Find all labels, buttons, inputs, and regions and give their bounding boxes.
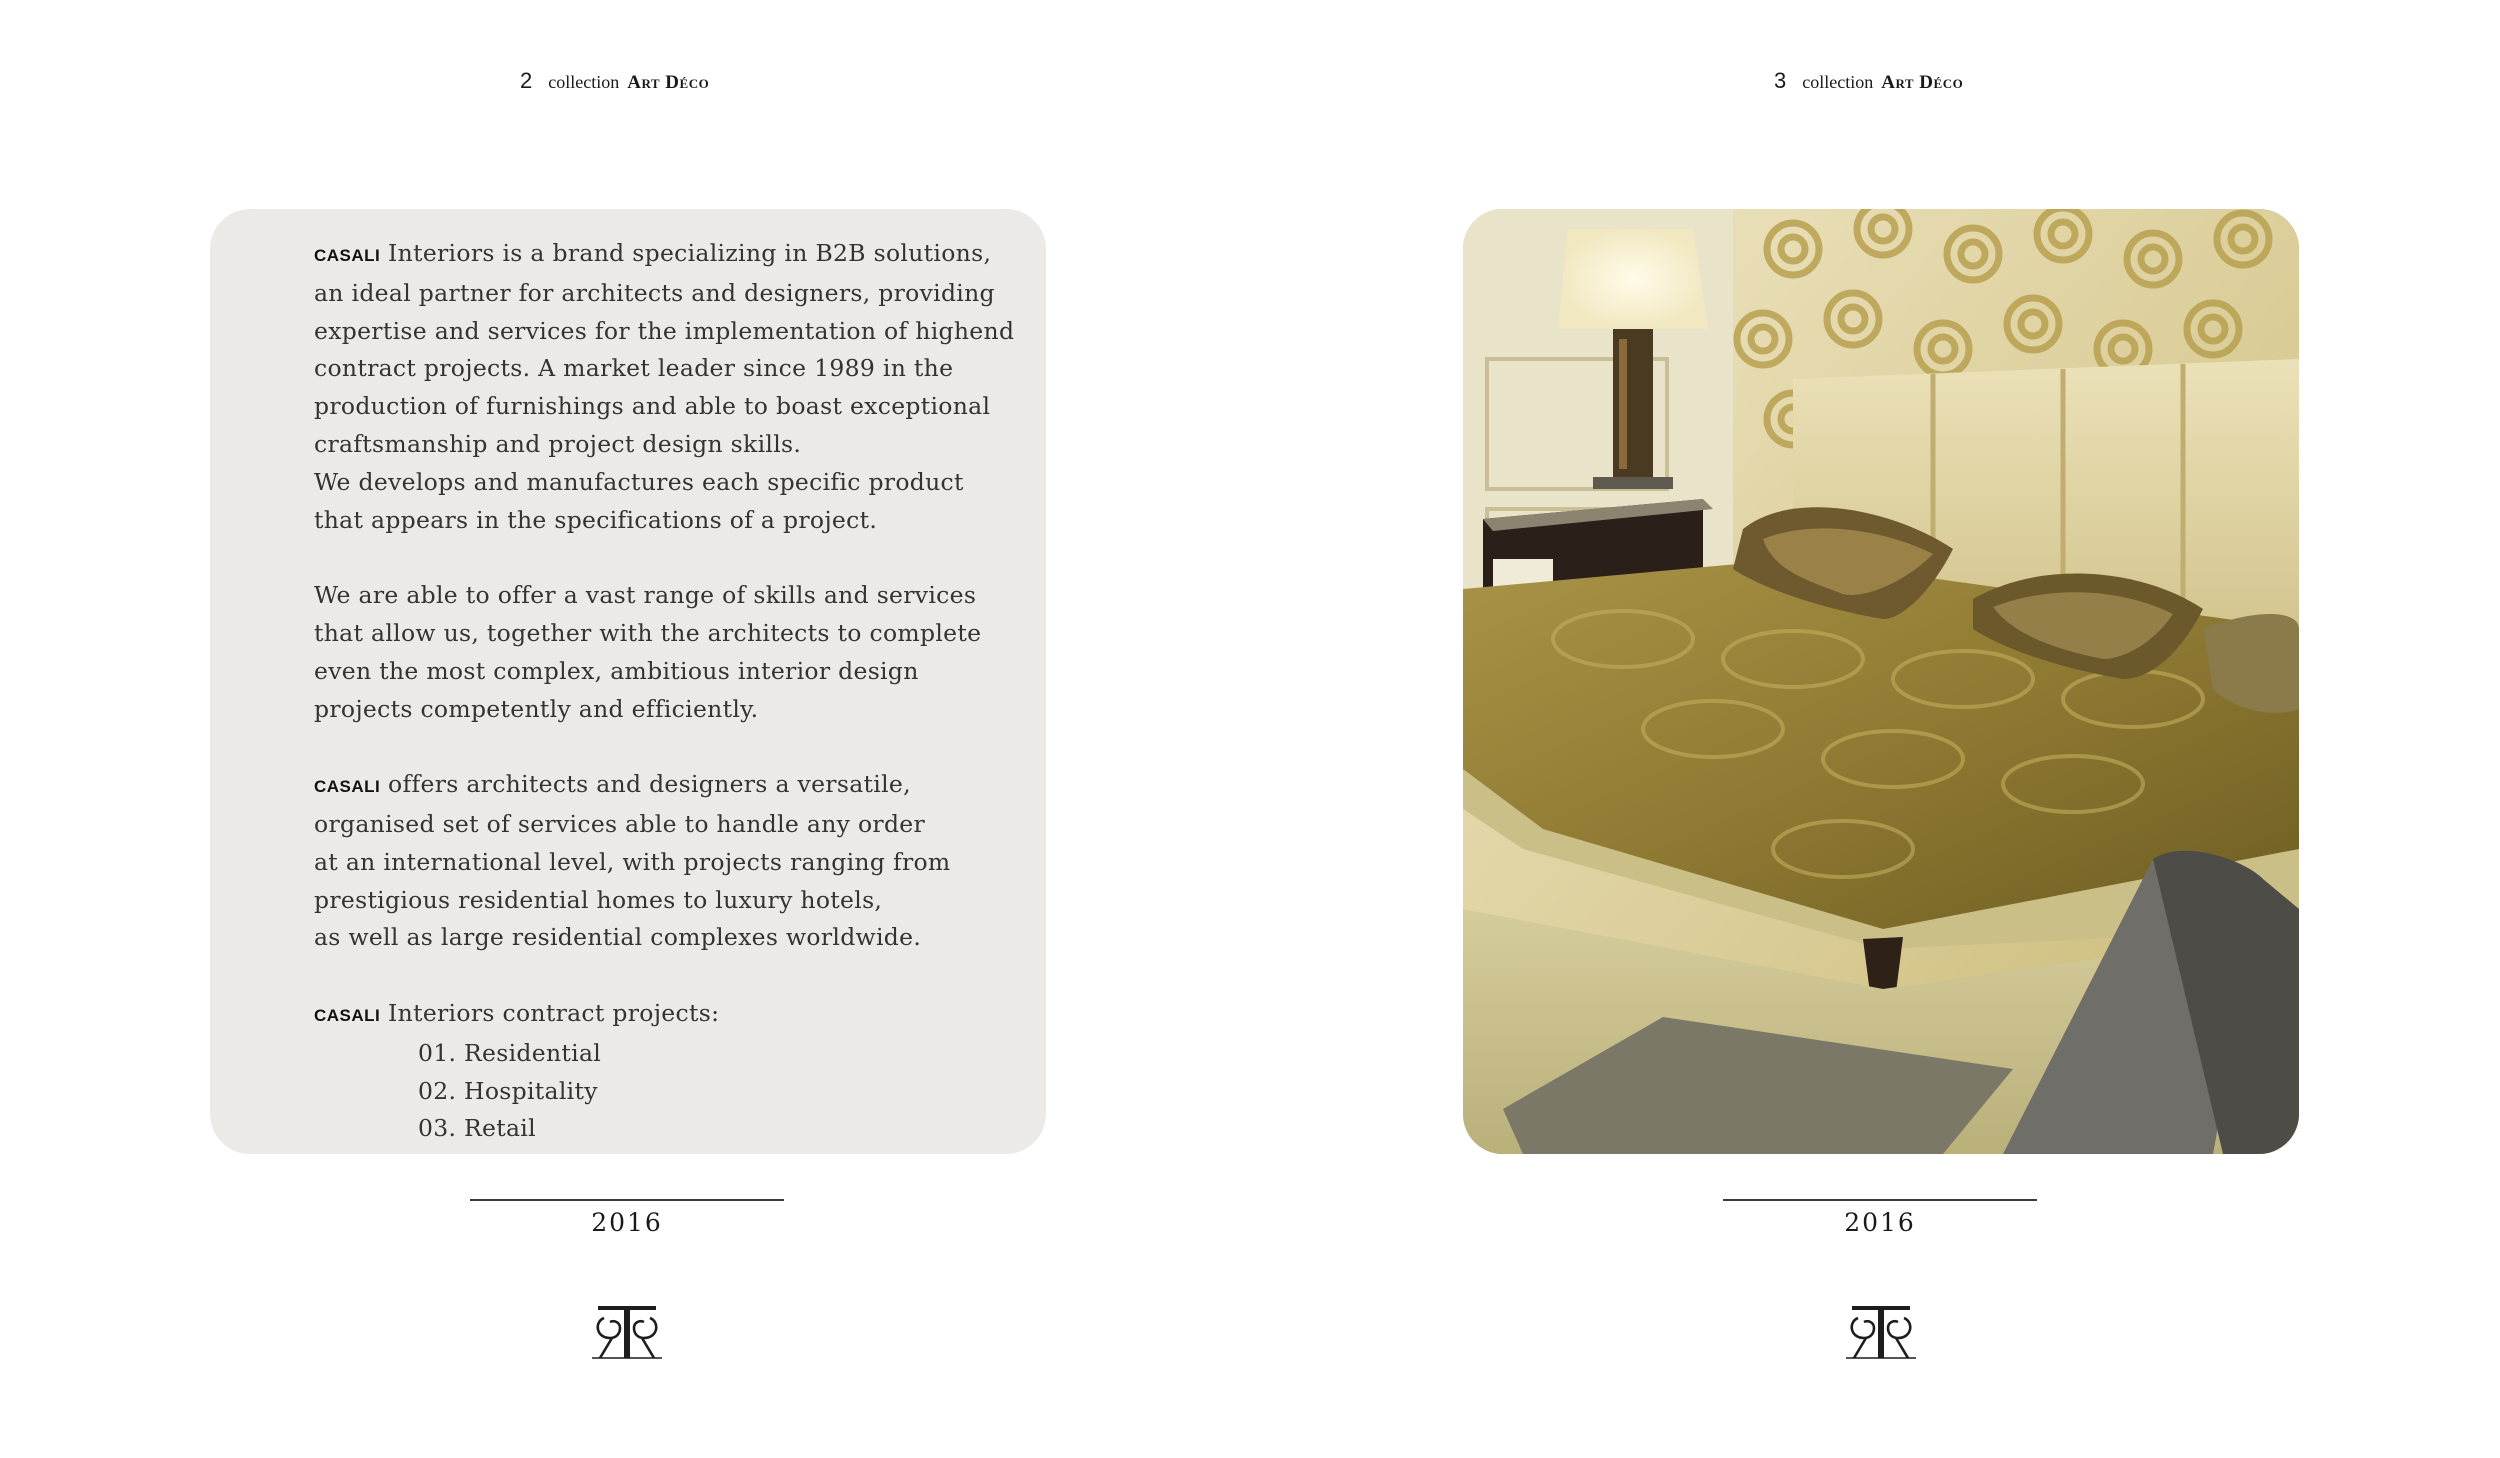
monogram-logo-icon [590, 1300, 664, 1362]
text-line: projects competently and efficiently. [314, 694, 759, 723]
brand-name: CASALI [314, 1005, 381, 1025]
running-head-left [520, 68, 709, 98]
text-line: contract projects. A market leader since 1989 in the [314, 354, 954, 383]
bedroom-photo [1463, 209, 2299, 1154]
text-line: offers architects and designers a versatile, [380, 770, 911, 799]
text-line: production of furnishings and able to boast exceptional [314, 392, 991, 421]
text-line: an ideal partner for architects and designers, providing [314, 278, 995, 307]
brand-name: CASALI [314, 246, 381, 265]
bedroom-illustration [1463, 209, 2299, 1154]
text-line: prestigious residential homes to luxury hotels, [314, 885, 883, 914]
text-line: We are able to offer a vast range of skills and services [314, 581, 977, 610]
text-line: at an international level, with projects ranging from [314, 847, 951, 876]
footer-year: 2016 [1844, 1208, 1916, 1237]
text-line: that appears in the specifications of a project. [314, 505, 878, 534]
intro-paragraph [314, 235, 1046, 539]
brand-name: CASALI [314, 777, 381, 797]
running-head-right [1774, 68, 1963, 98]
skills-paragraph [314, 577, 1046, 728]
text-line: craftsmanship and project design skills. [314, 429, 802, 458]
page-number: 2 [520, 68, 533, 93]
collection-title: Art Déco [1881, 72, 1964, 93]
collection-label: collection [548, 72, 620, 92]
footer-divider [470, 1199, 784, 1201]
page-number: 3 [1774, 68, 1787, 93]
monogram-logo-icon [1844, 1300, 1918, 1362]
right-page [1250, 0, 2500, 1458]
text-line: that allow us, together with the architects to complete [314, 618, 982, 647]
collection-title: Art Déco [627, 72, 710, 93]
text-line: even the most complex, ambitious interior design [314, 656, 919, 685]
list-item: 03. Retail [418, 1114, 536, 1143]
text-line: as well as large residential complexes worldwide. [314, 923, 922, 952]
list-item: 02. Hospitality [418, 1076, 598, 1105]
list-item: 01. Residential [418, 1038, 602, 1067]
text-line: Interiors is a brand specializing in B2B solutions, [380, 239, 992, 267]
services-paragraph [314, 766, 1046, 957]
footer-year: 2016 [591, 1208, 663, 1237]
text-line: Interiors contract projects: [380, 998, 720, 1027]
collection-label: collection [1802, 72, 1874, 92]
footer-divider [1723, 1199, 2037, 1201]
text-panel [210, 209, 1046, 1154]
text-line: We develops and manufactures each specific product [314, 467, 964, 496]
projects-paragraph [314, 995, 1046, 1148]
text-line: organised set of services able to handle any order [314, 809, 926, 838]
text-line: expertise and services for the implementation of highend [314, 316, 1015, 345]
